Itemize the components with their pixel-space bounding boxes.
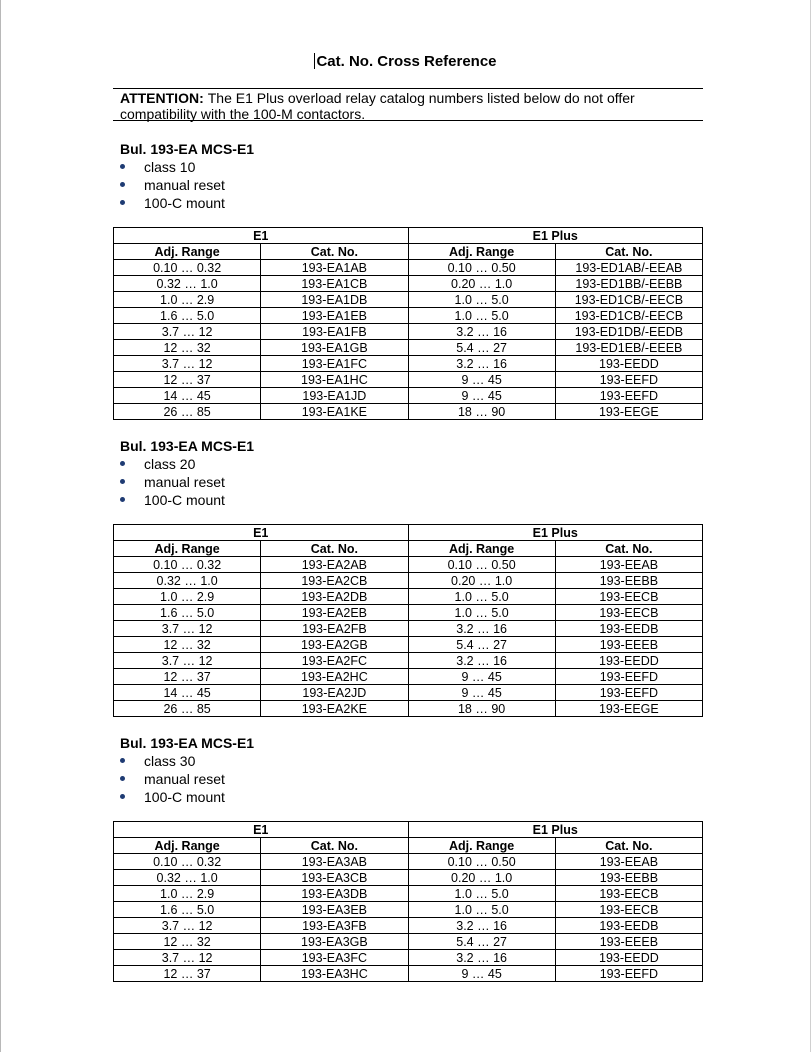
cell-e1plus-adj-range: 5.4 … 27 bbox=[408, 934, 555, 950]
bullet-list bbox=[120, 752, 254, 806]
bullet-icon bbox=[120, 776, 125, 781]
bullet-icon bbox=[120, 164, 125, 169]
cell-e1plus-adj-range: 0.20 … 1.0 bbox=[408, 276, 555, 292]
cell-e1-adj-range: 12 … 37 bbox=[114, 372, 261, 388]
table-row bbox=[114, 701, 703, 717]
bullet-icon bbox=[120, 182, 125, 187]
cell-e1plus-adj-range: 5.4 … 27 bbox=[408, 637, 555, 653]
cell-e1-cat-no: 193-EA1JD bbox=[261, 388, 408, 404]
cell-e1plus-cat-no: 193-ED1CB/-EECB bbox=[555, 292, 702, 308]
list-item bbox=[120, 752, 254, 770]
cell-e1-cat-no: 193-EA2HC bbox=[261, 669, 408, 685]
cell-e1plus-cat-no: 193-EEDD bbox=[555, 356, 702, 372]
cell-e1-cat-no: 193-EA3FB bbox=[261, 918, 408, 934]
bullet-list bbox=[120, 455, 254, 509]
bullet-icon bbox=[120, 794, 125, 799]
bullet-icon bbox=[120, 758, 125, 763]
cell-e1plus-adj-range: 1.0 … 5.0 bbox=[408, 308, 555, 324]
cell-e1plus-cat-no: 193-EEEB bbox=[555, 637, 702, 653]
group-header-e1: E1 bbox=[114, 228, 409, 244]
table-row bbox=[114, 950, 703, 966]
table-row bbox=[114, 356, 703, 372]
cell-e1-cat-no: 193-EA3FC bbox=[261, 950, 408, 966]
cell-e1-cat-no: 193-EA2JD bbox=[261, 685, 408, 701]
cell-e1-adj-range: 0.10 … 0.32 bbox=[114, 557, 261, 573]
list-item bbox=[120, 194, 254, 212]
table-row bbox=[114, 902, 703, 918]
cell-e1-cat-no: 193-EA1FC bbox=[261, 356, 408, 372]
table-row bbox=[114, 685, 703, 701]
cell-e1-adj-range: 0.32 … 1.0 bbox=[114, 573, 261, 589]
cell-e1plus-adj-range: 1.0 … 5.0 bbox=[408, 886, 555, 902]
cell-e1plus-adj-range: 0.10 … 0.50 bbox=[408, 260, 555, 276]
col-header-cat-no: Cat. No. bbox=[555, 838, 702, 854]
bullet-list bbox=[120, 158, 254, 212]
group-header-e1plus: E1 Plus bbox=[408, 228, 703, 244]
group-header-e1: E1 bbox=[114, 525, 409, 541]
list-item-text: class 10 bbox=[144, 159, 196, 175]
col-header-adj-range: Adj. Range bbox=[408, 541, 555, 557]
cell-e1-adj-range: 3.7 … 12 bbox=[114, 621, 261, 637]
cell-e1-cat-no: 193-EA3EB bbox=[261, 902, 408, 918]
table-row bbox=[114, 669, 703, 685]
table-row bbox=[114, 260, 703, 276]
section-heading: Bul. 193-EA MCS-E1 bbox=[120, 438, 255, 454]
bullet-icon bbox=[120, 461, 125, 466]
cell-e1-cat-no: 193-EA2GB bbox=[261, 637, 408, 653]
cell-e1plus-cat-no: 193-EEGE bbox=[555, 404, 702, 420]
cell-e1-cat-no: 193-EA2FB bbox=[261, 621, 408, 637]
table-row bbox=[114, 292, 703, 308]
attention-text: The E1 Plus overload relay catalog numbers listed below do not offer compatibility with the 100-M contactors. bbox=[120, 90, 635, 122]
cell-e1-cat-no: 193-EA2DB bbox=[261, 589, 408, 605]
cell-e1plus-adj-range: 9 … 45 bbox=[408, 388, 555, 404]
cell-e1plus-cat-no: 193-ED1CB/-EECB bbox=[555, 308, 702, 324]
list-item bbox=[120, 473, 254, 491]
list-item-text: manual reset bbox=[144, 177, 225, 193]
cell-e1plus-cat-no: 193-EEAB bbox=[555, 854, 702, 870]
table-row bbox=[114, 870, 703, 886]
cell-e1-cat-no: 193-EA3HC bbox=[261, 966, 408, 982]
cell-e1-adj-range: 1.0 … 2.9 bbox=[114, 292, 261, 308]
bullet-icon bbox=[120, 497, 125, 502]
cell-e1plus-cat-no: 193-EEFD bbox=[555, 388, 702, 404]
section-heading: Bul. 193-EA MCS-E1 bbox=[120, 141, 255, 157]
cell-e1-adj-range: 3.7 … 12 bbox=[114, 356, 261, 372]
cell-e1plus-cat-no: 193-ED1EB/-EEEB bbox=[555, 340, 702, 356]
col-header-cat-no: Cat. No. bbox=[555, 244, 702, 260]
cell-e1plus-cat-no: 193-EEBB bbox=[555, 870, 702, 886]
document-title bbox=[0, 53, 811, 70]
cell-e1plus-adj-range: 9 … 45 bbox=[408, 372, 555, 388]
list-item bbox=[120, 770, 254, 788]
list-item bbox=[120, 176, 254, 194]
table-column-header-row bbox=[114, 838, 703, 854]
section-class-10 bbox=[120, 140, 254, 212]
bullet-icon bbox=[120, 479, 125, 484]
cell-e1-adj-range: 1.6 … 5.0 bbox=[114, 308, 261, 324]
cell-e1plus-adj-range: 1.0 … 5.0 bbox=[408, 605, 555, 621]
cell-e1-adj-range: 12 … 32 bbox=[114, 934, 261, 950]
table-row bbox=[114, 934, 703, 950]
cell-e1-adj-range: 3.7 … 12 bbox=[114, 324, 261, 340]
cell-e1-cat-no: 193-EA2CB bbox=[261, 573, 408, 589]
table-row bbox=[114, 404, 703, 420]
cell-e1-cat-no: 193-EA1FB bbox=[261, 324, 408, 340]
list-item-text: class 30 bbox=[144, 753, 196, 769]
col-header-cat-no: Cat. No. bbox=[261, 541, 408, 557]
cell-e1plus-adj-range: 0.20 … 1.0 bbox=[408, 573, 555, 589]
cell-e1-adj-range: 0.10 … 0.32 bbox=[114, 260, 261, 276]
table-row bbox=[114, 637, 703, 653]
col-header-adj-range: Adj. Range bbox=[408, 244, 555, 260]
table-row bbox=[114, 340, 703, 356]
cell-e1plus-adj-range: 1.0 … 5.0 bbox=[408, 902, 555, 918]
attention-label: ATTENTION: bbox=[120, 90, 204, 106]
list-item bbox=[120, 788, 254, 806]
cell-e1plus-cat-no: 193-EEFD bbox=[555, 372, 702, 388]
col-header-adj-range: Adj. Range bbox=[114, 541, 261, 557]
cell-e1-adj-range: 1.6 … 5.0 bbox=[114, 902, 261, 918]
cell-e1-adj-range: 12 … 37 bbox=[114, 966, 261, 982]
col-header-adj-range: Adj. Range bbox=[114, 838, 261, 854]
cell-e1-cat-no: 193-EA2KE bbox=[261, 701, 408, 717]
table-group-header-row bbox=[114, 822, 703, 838]
cell-e1plus-cat-no: 193-EEGE bbox=[555, 701, 702, 717]
cell-e1-adj-range: 26 … 85 bbox=[114, 701, 261, 717]
table-row bbox=[114, 557, 703, 573]
cell-e1plus-adj-range: 9 … 45 bbox=[408, 669, 555, 685]
cell-e1-cat-no: 193-EA1CB bbox=[261, 276, 408, 292]
cell-e1plus-adj-range: 18 … 90 bbox=[408, 404, 555, 420]
list-item-text: manual reset bbox=[144, 771, 225, 787]
cell-e1plus-cat-no: 193-EEFD bbox=[555, 966, 702, 982]
list-item bbox=[120, 158, 254, 176]
cell-e1plus-cat-no: 193-ED1DB/-EEDB bbox=[555, 324, 702, 340]
cell-e1plus-adj-range: 3.2 … 16 bbox=[408, 653, 555, 669]
cell-e1plus-cat-no: 193-EECB bbox=[555, 605, 702, 621]
table-row bbox=[114, 886, 703, 902]
cell-e1-adj-range: 3.7 … 12 bbox=[114, 653, 261, 669]
cell-e1plus-adj-range: 18 … 90 bbox=[408, 701, 555, 717]
cell-e1-adj-range: 1.0 … 2.9 bbox=[114, 589, 261, 605]
cell-e1plus-cat-no: 193-EEAB bbox=[555, 557, 702, 573]
table-row bbox=[114, 324, 703, 340]
list-item-text: 100-C mount bbox=[144, 789, 225, 805]
table-row bbox=[114, 621, 703, 637]
table-group-header-row bbox=[114, 525, 703, 541]
group-header-e1plus: E1 Plus bbox=[408, 525, 703, 541]
table-row bbox=[114, 388, 703, 404]
group-header-e1: E1 bbox=[114, 822, 409, 838]
section-class-30 bbox=[120, 734, 254, 806]
list-item-text: class 20 bbox=[144, 456, 196, 472]
cell-e1-cat-no: 193-EA3GB bbox=[261, 934, 408, 950]
cell-e1-cat-no: 193-EA1HC bbox=[261, 372, 408, 388]
cell-e1-adj-range: 14 … 45 bbox=[114, 685, 261, 701]
cell-e1-adj-range: 0.32 … 1.0 bbox=[114, 276, 261, 292]
document-title-text: Cat. No. Cross Reference bbox=[316, 53, 497, 70]
cell-e1-adj-range: 1.0 … 2.9 bbox=[114, 886, 261, 902]
cell-e1plus-cat-no: 193-EEBB bbox=[555, 573, 702, 589]
cell-e1plus-cat-no: 193-EEDB bbox=[555, 918, 702, 934]
cell-e1plus-adj-range: 3.2 … 16 bbox=[408, 918, 555, 934]
cell-e1-adj-range: 26 … 85 bbox=[114, 404, 261, 420]
list-item bbox=[120, 491, 254, 509]
cell-e1plus-cat-no: 193-ED1BB/-EEBB bbox=[555, 276, 702, 292]
cell-e1-adj-range: 14 … 45 bbox=[114, 388, 261, 404]
table-group-header-row bbox=[114, 228, 703, 244]
section-heading: Bul. 193-EA MCS-E1 bbox=[120, 735, 255, 751]
cell-e1-adj-range: 3.7 … 12 bbox=[114, 950, 261, 966]
cell-e1-adj-range: 0.32 … 1.0 bbox=[114, 870, 261, 886]
table-row bbox=[114, 276, 703, 292]
cell-e1-adj-range: 1.6 … 5.0 bbox=[114, 605, 261, 621]
cell-e1plus-adj-range: 3.2 … 16 bbox=[408, 621, 555, 637]
cell-e1plus-adj-range: 0.20 … 1.0 bbox=[408, 870, 555, 886]
cell-e1plus-cat-no: 193-EEFD bbox=[555, 685, 702, 701]
table-column-header-row bbox=[114, 541, 703, 557]
cell-e1plus-adj-range: 0.10 … 0.50 bbox=[408, 557, 555, 573]
cell-e1plus-cat-no: 193-EECB bbox=[555, 589, 702, 605]
cell-e1-cat-no: 193-EA2AB bbox=[261, 557, 408, 573]
table-row bbox=[114, 653, 703, 669]
cell-e1-adj-range: 12 … 37 bbox=[114, 669, 261, 685]
page-edge-left bbox=[0, 0, 1, 1052]
section-class-20 bbox=[120, 437, 254, 509]
cell-e1plus-adj-range: 9 … 45 bbox=[408, 685, 555, 701]
cell-e1plus-adj-range: 1.0 … 5.0 bbox=[408, 292, 555, 308]
group-header-e1plus: E1 Plus bbox=[408, 822, 703, 838]
col-header-adj-range: Adj. Range bbox=[408, 838, 555, 854]
cell-e1-adj-range: 12 … 32 bbox=[114, 340, 261, 356]
cell-e1plus-adj-range: 3.2 … 16 bbox=[408, 356, 555, 372]
cell-e1plus-adj-range: 3.2 … 16 bbox=[408, 950, 555, 966]
cell-e1plus-cat-no: 193-EECB bbox=[555, 902, 702, 918]
cell-e1plus-cat-no: 193-ED1AB/-EEAB bbox=[555, 260, 702, 276]
cell-e1-cat-no: 193-EA1KE bbox=[261, 404, 408, 420]
cell-e1plus-cat-no: 193-EEDD bbox=[555, 653, 702, 669]
cross-reference-table bbox=[113, 227, 703, 420]
list-item-text: 100-C mount bbox=[144, 195, 225, 211]
cell-e1plus-adj-range: 0.10 … 0.50 bbox=[408, 854, 555, 870]
table-row bbox=[114, 854, 703, 870]
bullet-icon bbox=[120, 200, 125, 205]
cell-e1plus-cat-no: 193-EEFD bbox=[555, 669, 702, 685]
list-item bbox=[120, 455, 254, 473]
table-row bbox=[114, 605, 703, 621]
cell-e1plus-adj-range: 5.4 … 27 bbox=[408, 340, 555, 356]
list-item-text: manual reset bbox=[144, 474, 225, 490]
cell-e1-cat-no: 193-EA2EB bbox=[261, 605, 408, 621]
cell-e1-cat-no: 193-EA3AB bbox=[261, 854, 408, 870]
cross-reference-table bbox=[113, 821, 703, 982]
cell-e1-adj-range: 0.10 … 0.32 bbox=[114, 854, 261, 870]
cross-reference-table bbox=[113, 524, 703, 717]
cell-e1plus-cat-no: 193-EEDB bbox=[555, 621, 702, 637]
cell-e1plus-cat-no: 193-EEEB bbox=[555, 934, 702, 950]
attention-notice bbox=[113, 88, 703, 121]
table-row bbox=[114, 589, 703, 605]
cell-e1-cat-no: 193-EA3DB bbox=[261, 886, 408, 902]
cell-e1-cat-no: 193-EA1DB bbox=[261, 292, 408, 308]
cell-e1-cat-no: 193-EA1AB bbox=[261, 260, 408, 276]
table-row bbox=[114, 918, 703, 934]
table-row bbox=[114, 966, 703, 982]
table-row bbox=[114, 308, 703, 324]
table-row bbox=[114, 372, 703, 388]
cell-e1-adj-range: 3.7 … 12 bbox=[114, 918, 261, 934]
cell-e1-cat-no: 193-EA2FC bbox=[261, 653, 408, 669]
cell-e1plus-adj-range: 1.0 … 5.0 bbox=[408, 589, 555, 605]
table-column-header-row bbox=[114, 244, 703, 260]
col-header-cat-no: Cat. No. bbox=[261, 838, 408, 854]
cell-e1-cat-no: 193-EA1EB bbox=[261, 308, 408, 324]
cell-e1plus-cat-no: 193-EECB bbox=[555, 886, 702, 902]
cell-e1-cat-no: 193-EA3CB bbox=[261, 870, 408, 886]
cell-e1-cat-no: 193-EA1GB bbox=[261, 340, 408, 356]
col-header-adj-range: Adj. Range bbox=[114, 244, 261, 260]
cell-e1plus-adj-range: 9 … 45 bbox=[408, 966, 555, 982]
table-row bbox=[114, 573, 703, 589]
cell-e1-adj-range: 12 … 32 bbox=[114, 637, 261, 653]
cell-e1plus-adj-range: 3.2 … 16 bbox=[408, 324, 555, 340]
cell-e1plus-cat-no: 193-EEDD bbox=[555, 950, 702, 966]
list-item-text: 100-C mount bbox=[144, 492, 225, 508]
col-header-cat-no: Cat. No. bbox=[555, 541, 702, 557]
col-header-cat-no: Cat. No. bbox=[261, 244, 408, 260]
